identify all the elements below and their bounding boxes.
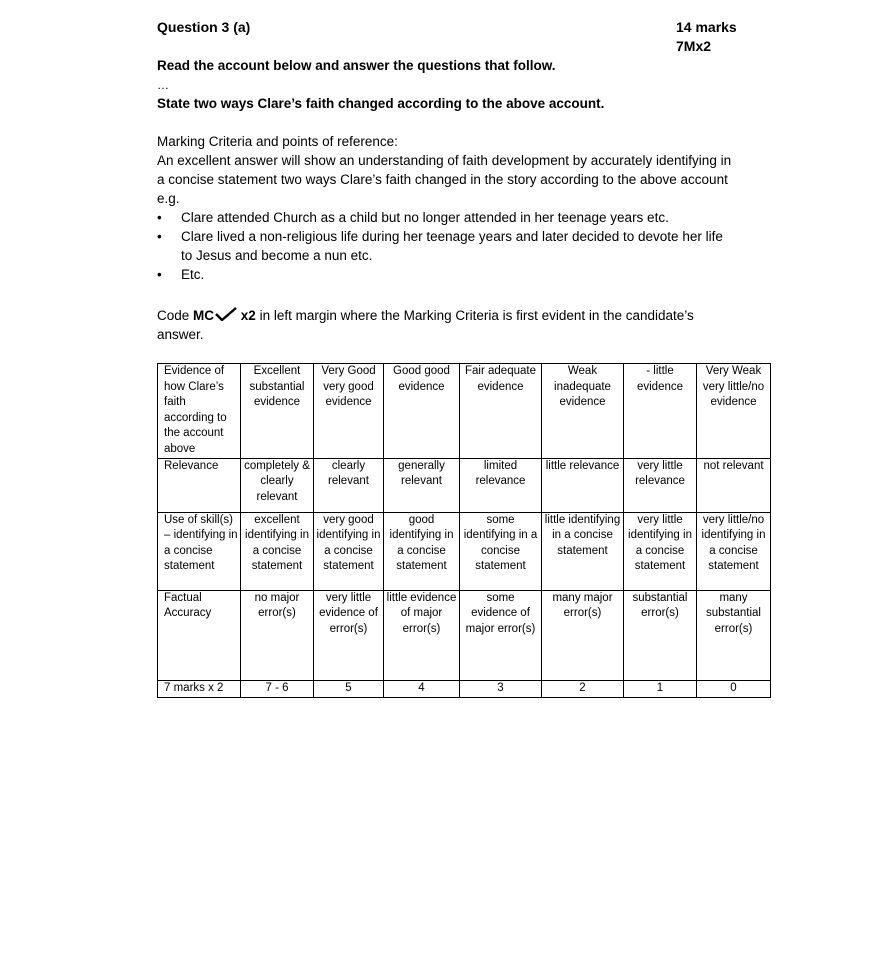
criteria-intro: An excellent answer will show an understanding of faith development by accurately identifying in a concise statement two ways Clare’s faith changed in the story according to the above account e.g. xyxy=(157,153,732,206)
row-header: Use of skill(s) – identifying in a concise statement xyxy=(158,512,241,590)
table-cell: no major error(s) xyxy=(241,590,314,680)
table-cell: Very Weak very little/no evidence xyxy=(697,364,771,459)
table-row xyxy=(158,590,771,680)
table-cell: Good good evidence xyxy=(384,364,460,459)
table-cell: 7 - 6 xyxy=(241,680,314,697)
table-cell: not relevant xyxy=(697,458,771,512)
table-cell: very little/no identifying in a concise statement xyxy=(697,512,771,590)
table-cell: some evidence of major error(s) xyxy=(460,590,542,680)
row-header: Evidence of how Clare’s faith according to the account above xyxy=(158,364,241,459)
table-row xyxy=(158,458,771,512)
checkmark-icon xyxy=(215,307,237,321)
table-cell: limited relevance xyxy=(460,458,542,512)
row-header: 7 marks x 2 xyxy=(158,680,241,697)
table-cell: very little identifying in a concise statement xyxy=(624,512,697,590)
table-cell: little relevance xyxy=(542,458,624,512)
criteria-item xyxy=(157,265,737,284)
table-cell: Very Good very good evidence xyxy=(314,364,384,459)
criteria-item xyxy=(157,227,737,265)
table-cell: Weak inadequate evidence xyxy=(542,364,624,459)
x2-code: x2 xyxy=(237,308,256,323)
criteria-item xyxy=(157,208,737,227)
table-cell: Fair adequate evidence xyxy=(460,364,542,459)
total-marks: 14 marks xyxy=(676,19,737,35)
criteria-item-text: Clare attended Church as a child but no longer attended in her teenage years etc. xyxy=(181,210,669,225)
table-row xyxy=(158,512,771,590)
table-cell: 2 xyxy=(542,680,624,697)
table-cell: very little evidence of error(s) xyxy=(314,590,384,680)
table-cell: 0 xyxy=(697,680,771,697)
table-row xyxy=(158,364,771,459)
bullet-icon: • xyxy=(157,210,162,225)
table-cell: very little relevance xyxy=(624,458,697,512)
table-cell: substantial error(s) xyxy=(624,590,697,680)
table-cell: many major error(s) xyxy=(542,590,624,680)
table-cell: little identifying in a concise statement xyxy=(542,512,624,590)
instruction: Read the account below and answer the questions that follow. xyxy=(157,58,556,73)
table-cell: 5 xyxy=(314,680,384,697)
table-cell: - little evidence xyxy=(624,364,697,459)
row-header: Factual Accuracy xyxy=(158,590,241,680)
criteria-item-text: Clare lived a non-religious life during her teenage years and later decided to devote her life to Jesus and become a nun etc. xyxy=(181,229,723,263)
marks-code: 7Mx2 xyxy=(676,38,712,54)
marking-criteria xyxy=(157,132,737,284)
criteria-heading: Marking Criteria and points of reference: xyxy=(157,134,398,149)
table-cell: 4 xyxy=(384,680,460,697)
table-row xyxy=(158,680,771,697)
table-cell: good identifying in a concise statement xyxy=(384,512,460,590)
question-title: Question 3 (a) xyxy=(157,19,251,35)
rubric-table xyxy=(157,363,771,698)
criteria-item-text: Etc. xyxy=(181,267,205,282)
code-prefix: Code xyxy=(157,308,194,323)
table-cell: little evidence of major error(s) xyxy=(384,590,460,680)
table-cell: 1 xyxy=(624,680,697,697)
row-header: Relevance xyxy=(158,458,241,512)
code-suffix: in left margin where the Marking Criteria is first evident in the candidate’s answer. xyxy=(157,308,694,342)
bullet-icon: • xyxy=(157,229,162,244)
bullet-icon: • xyxy=(157,267,162,282)
mc-code: MC xyxy=(193,308,215,323)
table-cell: many substantial error(s) xyxy=(697,590,771,680)
code-instruction xyxy=(157,306,737,344)
table-cell: generally relevant xyxy=(384,458,460,512)
table-cell: excellent identifying in a concise statement xyxy=(241,512,314,590)
table-cell: clearly relevant xyxy=(314,458,384,512)
table-cell: Excellent substantial evidence xyxy=(241,364,314,459)
ellipsis: … xyxy=(157,78,169,92)
table-cell: some identifying in a concise statement xyxy=(460,512,542,590)
task-statement: State two ways Clare’s faith changed according to the above account. xyxy=(157,96,605,111)
criteria-list xyxy=(157,208,737,284)
table-cell: completely & clearly relevant xyxy=(241,458,314,512)
table-cell: 3 xyxy=(460,680,542,697)
table-cell: very good identifying in a concise statement xyxy=(314,512,384,590)
marks-block xyxy=(676,18,737,56)
